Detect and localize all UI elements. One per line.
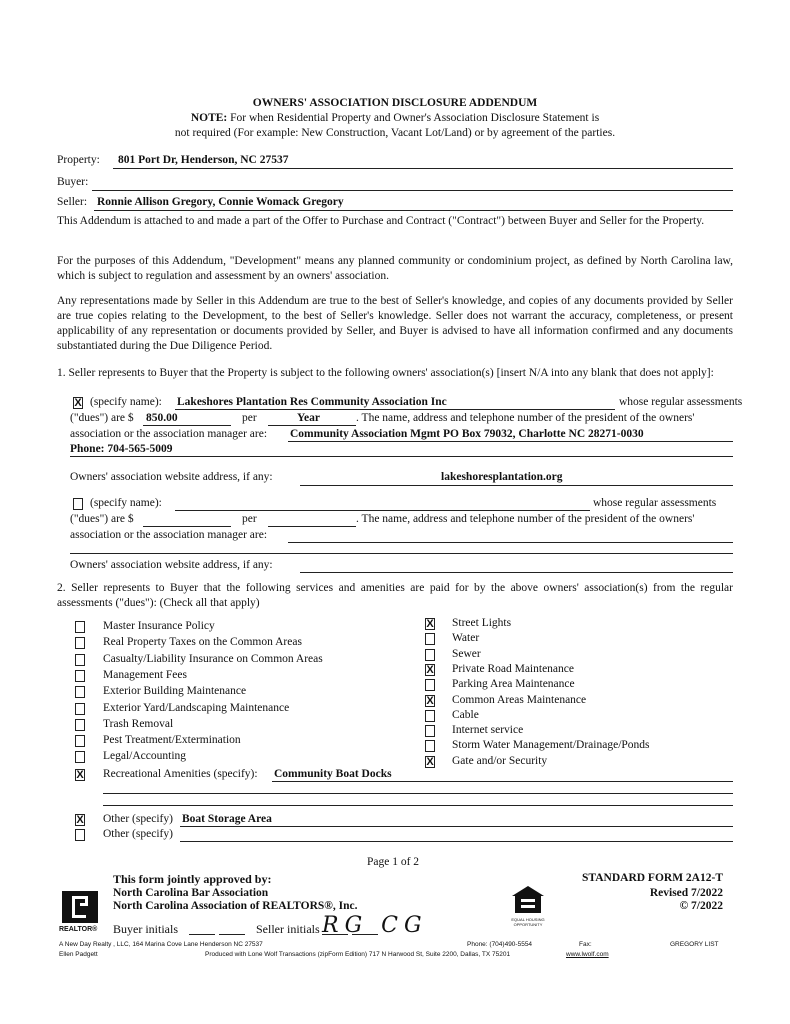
- recreational-line-2: [103, 793, 733, 794]
- amenity-label: Gate and/or Security: [452, 754, 548, 767]
- brokerage-info: A New Day Realty , LLC, 164 Marina Cove Lane Henderson NC 27537: [59, 941, 263, 948]
- amenity-checkbox[interactable]: X: [426, 663, 434, 676]
- form-title: OWNERS' ASSOCIATION DISCLOSURE ADDENDUM: [252, 97, 538, 109]
- amenity-label: Casualty/Liability Insurance on Common Areas: [103, 652, 323, 665]
- amenity-label: Management Fees: [103, 668, 187, 681]
- amenity-checkbox[interactable]: [425, 649, 435, 661]
- assoc1-name-line: [175, 409, 615, 410]
- amenity-checkbox[interactable]: [425, 710, 435, 722]
- assoc2-whose: whose regular assessments: [593, 497, 717, 509]
- amenity-label: Legal/Accounting: [103, 750, 187, 763]
- amenity-checkbox[interactable]: [425, 725, 435, 737]
- assoc1-period[interactable]: Year: [297, 412, 320, 424]
- produced-by: Produced with Lone Wolf Transactions (zipForm Edition) 717 N Harwood St, Suite 2200, Dallas, TX 75201: [205, 951, 511, 958]
- assoc2-website-line: [300, 572, 733, 573]
- brokerage-phone: Phone: (704)490-5554: [467, 941, 533, 948]
- amenity-checkbox[interactable]: X: [426, 755, 434, 768]
- recreational-value[interactable]: Community Boat Docks: [274, 768, 392, 780]
- seller-initials-label: Seller initials: [256, 922, 320, 936]
- file-name: GREGORY LIST: [670, 941, 719, 948]
- amenity-checkbox[interactable]: [75, 621, 85, 633]
- section-1-intro: 1. Seller represents to Buyer that the Property is subject to the following owners' association(s) [insert N/A into any blank that does not apply]:: [57, 367, 714, 379]
- assoc2-extra-line: [70, 553, 733, 554]
- recreational-label: Recreational Amenities (specify):: [103, 768, 258, 780]
- brokerage-fax: Fax:: [579, 941, 592, 948]
- amenity-checkbox[interactable]: [75, 735, 85, 747]
- amenity-label: Parking Area Maintenance: [452, 678, 575, 691]
- page-number: Page 1 of 2: [367, 856, 420, 868]
- amenity-checkbox[interactable]: [75, 719, 85, 731]
- assoc2-per: per: [242, 513, 257, 525]
- assoc1-manager[interactable]: Community Association Mgmt PO Box 79032, Charlotte NC 28271-0030: [290, 428, 644, 440]
- amenity-label: Master Insurance Policy: [103, 620, 215, 632]
- amenity-label: Internet service: [452, 724, 524, 737]
- buyer-initials-label: Buyer initials: [113, 922, 178, 936]
- assoc1-whose: whose regular assessments: [619, 396, 743, 408]
- amenity-checkbox[interactable]: [75, 703, 85, 715]
- amenity-checkbox[interactable]: [425, 740, 435, 752]
- property-value[interactable]: 801 Port Dr, Henderson, NC 27537: [118, 154, 289, 166]
- equal-housing-logo-icon: [510, 885, 546, 915]
- amenity-label: Exterior Yard/Landscaping Maintenance: [103, 701, 290, 714]
- realtor-logo-text: REALTOR®: [59, 926, 98, 933]
- other1-checkbox[interactable]: X: [76, 814, 84, 826]
- realtor-logo-icon: [62, 891, 98, 923]
- note-text-1: For when Residential Property and Owner's Association Disclosure Statement is: [230, 112, 600, 124]
- assoc1-manager-label: association or the association manager are:: [70, 428, 268, 440]
- agent-name: Ellen Padgett: [59, 951, 98, 958]
- amenity-label: Water: [452, 632, 480, 645]
- lone-wolf-link[interactable]: www.lwolf.com: [566, 951, 609, 958]
- amenity-checkbox[interactable]: [75, 654, 85, 666]
- assoc1-dues[interactable]: 850.00: [146, 412, 178, 424]
- amenity-checkbox[interactable]: [75, 751, 85, 763]
- approved-by-realtors: North Carolina Association of REALTORS®, Inc.: [113, 900, 358, 912]
- seller-line: [94, 210, 733, 211]
- seller-label: Seller:: [57, 196, 88, 208]
- assoc2-manager-line: [288, 542, 733, 543]
- recreational-line: [272, 781, 733, 782]
- property-line: [113, 168, 733, 169]
- other1-label: Other (specify): [103, 813, 173, 825]
- amenity-label: Sewer: [452, 647, 481, 660]
- seller-initials-signature[interactable]: RG CG: [322, 913, 428, 938]
- note-line-2: not required (For example: New Construction, Vacant Lot/Land) or by agreement of the parties.: [174, 127, 616, 139]
- amenity-label: Pest Treatment/Extermination: [103, 734, 241, 747]
- assoc1-dues-line: [143, 425, 231, 426]
- amenity-label: Common Areas Maintenance: [452, 693, 587, 706]
- seller-initials-line-2: [352, 934, 378, 935]
- buyer-line: [92, 190, 733, 191]
- assoc1-per: per: [242, 412, 257, 424]
- assoc2-name-line: [175, 510, 590, 511]
- form-revised: Revised 7/2022: [649, 887, 723, 899]
- amenity-label: Real Property Taxes on the Common Areas: [103, 636, 302, 649]
- other2-checkbox[interactable]: [75, 829, 85, 841]
- equal-housing-text: EQUAL HOUSING OPPORTUNITY: [511, 917, 545, 927]
- property-label: Property:: [57, 154, 100, 166]
- assoc1-website-line: [300, 485, 733, 486]
- amenity-checkbox[interactable]: X: [426, 694, 434, 707]
- amenity-label: Trash Removal: [103, 717, 174, 730]
- amenity-checkbox[interactable]: [75, 637, 85, 649]
- amenity-checkbox[interactable]: [425, 679, 435, 691]
- seller-value[interactable]: Ronnie Allison Gregory, Connie Womack Gregory: [97, 196, 344, 208]
- representations-paragraph: Any representations made by Seller in this Addendum are true to the best of Seller's knowledge, and copies of any documents provided by Seller are true copies relating to the Development, to the best of Seller's knowledge. Seller does not warrant the accuracy, completeness, or present applicability of any representation or documents provided by Seller, and Buyer is advised to have all information confirmed and any documents substantiated during the Due Diligence Period.: [57, 295, 733, 352]
- other2-label: Other (specify): [103, 828, 173, 840]
- note-label: NOTE:: [190, 112, 228, 124]
- assoc2-president-text: . The name, address and telephone number of the president of the owners': [356, 513, 695, 525]
- form-copyright: © 7/2022: [679, 900, 723, 912]
- form-number: STANDARD FORM 2A12-T: [582, 872, 723, 884]
- amenity-label: Street Lights: [452, 617, 512, 629]
- assoc1-period-line: [268, 425, 356, 426]
- assoc2-checkbox[interactable]: [73, 498, 83, 510]
- other1-line: [180, 826, 733, 827]
- amenity-checkbox[interactable]: [425, 633, 435, 645]
- other2-line: [180, 841, 733, 842]
- amenity-label: Exterior Building Maintenance: [103, 685, 247, 698]
- amenity-checkbox[interactable]: [75, 670, 85, 682]
- assoc1-name[interactable]: Lakeshores Plantation Res Community Association Inc: [177, 396, 447, 408]
- seller-initials-line-1: [322, 934, 348, 935]
- other1-value[interactable]: Boat Storage Area: [182, 813, 272, 825]
- assoc1-manager-line: [288, 441, 733, 442]
- assoc2-specify-label: (specify name):: [90, 497, 162, 509]
- amenity-checkbox[interactable]: X: [426, 618, 434, 630]
- approved-title: This form jointly approved by:: [113, 872, 272, 886]
- recreational-line-3: [103, 805, 733, 806]
- buyer-initials-line-2[interactable]: [219, 934, 245, 935]
- recreational-checkbox[interactable]: X: [76, 769, 84, 781]
- buyer-initials-line-1[interactable]: [189, 934, 215, 935]
- section-2-intro: 2. Seller represents to Buyer that the following services and amenities are paid for by the above owners' association(s) from the regular assessments ("dues"): (Check all that apply): [57, 582, 733, 609]
- assoc2-website-label: Owners' association website address, if any:: [70, 559, 273, 571]
- approved-by-bar: North Carolina Bar Association: [113, 887, 269, 899]
- assoc2-dues-line: [143, 526, 231, 527]
- assoc1-phone[interactable]: Phone: 704-565-5009: [70, 443, 173, 455]
- amenity-label: Private Road Maintenance: [452, 662, 574, 675]
- assoc1-dues-label: ("dues") are $: [70, 412, 134, 424]
- amenity-checkbox[interactable]: [75, 686, 85, 698]
- assoc2-manager-label: association or the association manager are:: [70, 529, 268, 541]
- buyer-label: Buyer:: [57, 176, 89, 188]
- amenity-label: Storm Water Management/Drainage/Ponds: [452, 739, 650, 752]
- assoc1-specify-label: (specify name):: [90, 396, 162, 408]
- addendum-paragraph: This Addendum is attached to and made a part of the Offer to Purchase and Contract ("Contract") between Buyer and Seller for the Property.: [57, 215, 705, 227]
- assoc1-website[interactable]: lakeshoresplantation.org: [441, 471, 563, 483]
- assoc1-president-text: . The name, address and telephone number of the president of the owners': [356, 412, 695, 424]
- assoc2-period-line: [268, 526, 356, 527]
- assoc1-phone-line: [70, 456, 733, 457]
- development-paragraph: For the purposes of this Addendum, "Development" means any planned community or condominium project, as defined by North Carolina law, which is subject to regulation and assessment by an owners' association.: [57, 255, 733, 282]
- amenity-label: Cable: [452, 708, 479, 721]
- assoc1-website-label: Owners' association website address, if any:: [70, 471, 273, 483]
- note-line-1: [0, 112, 790, 124]
- assoc1-checkbox[interactable]: X: [74, 397, 82, 409]
- assoc2-dues-label: ("dues") are $: [70, 513, 134, 525]
